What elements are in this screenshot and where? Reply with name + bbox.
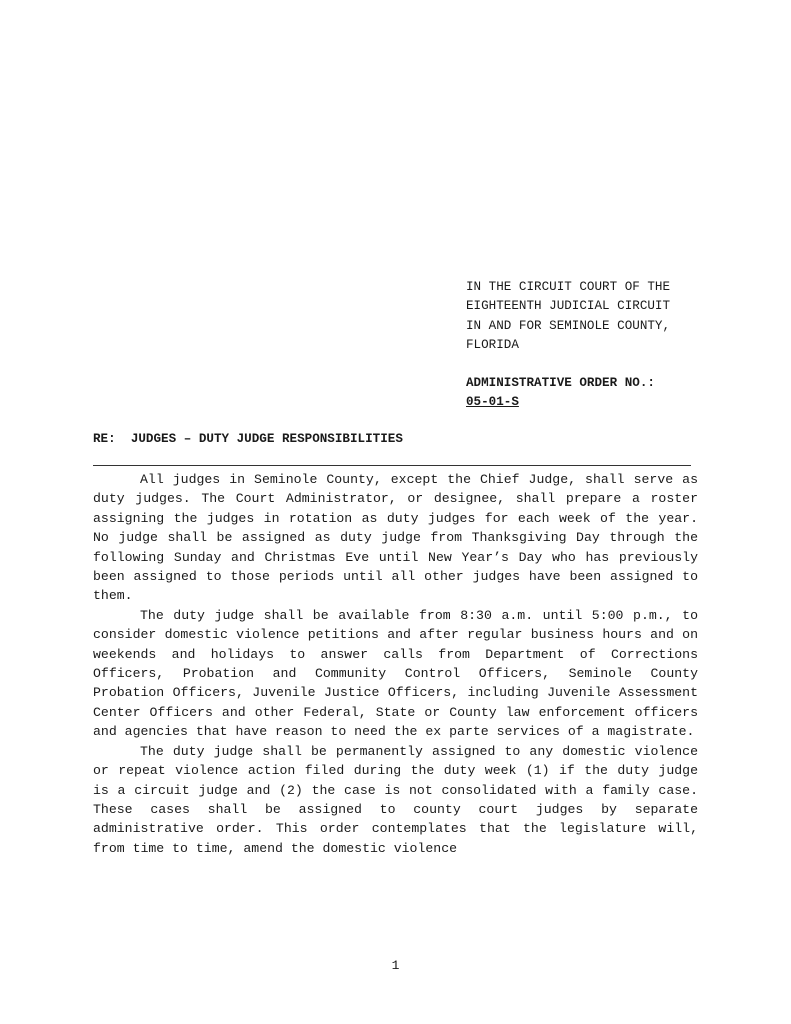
caption-line-1: IN THE CIRCUIT COURT OF THE	[466, 280, 671, 294]
page-number: 1	[391, 958, 400, 973]
re-subject: JUDGES – DUTY JUDGE RESPONSIBILITIES	[130, 432, 403, 446]
order-body	[93, 470, 698, 858]
order-number: 05-01-S	[466, 395, 519, 410]
caption-line-4: FLORIDA	[466, 338, 519, 353]
paragraph-2: The duty judge shall be available from 8:30 a.m. until 5:00 p.m., to consider domestic violence petitions and after regular business hours and on weekends and holidays to answer calls from Department of Corrections Officers, Probation and Community Control Officers, Seminole County Probation Officers, Juvenile Justice Officers, including Juvenile Assessment Center Officers and other Federal, State or County law enforcement officers and agencies that have reason to need the ex parte services of a magistrate.	[93, 607, 698, 740]
caption-line-3: IN AND FOR SEMINOLE COUNTY,	[466, 318, 671, 333]
divider-rule	[93, 465, 691, 466]
order-label: ADMINISTRATIVE ORDER NO.:	[466, 376, 655, 390]
court-caption	[466, 278, 670, 356]
re-prefix: RE:	[93, 432, 116, 446]
caption-line-2: EIGHTEENTH JUDICIAL CIRCUIT	[466, 299, 671, 314]
paragraph-3: The duty judge shall be permanently assigned to any domestic violence or repeat violence action filed during the duty week (1) if the duty judge is a circuit judge and (2) the case is not consolidated with a family case. These cases shall be assigned to county court judges by separate administrative order. This order contemplates that the legislature will, from time to time, amend the domestic violence	[93, 743, 698, 856]
administrative-order-block	[466, 374, 655, 413]
paragraph-1: All judges in Seminole County, except the Chief Judge, shall serve as duty judges. The Court Administrator, or designee, shall prepare a roster assigning the judges in rotation as duty judges for each week of the year. No judge shall be assigned as duty judge from Thanksgiving Day through the following Sunday and Christmas Eve until New Year’s Day who has previously been assigned to those periods until all other judges have been assigned to them.	[93, 472, 698, 604]
re-line	[93, 432, 403, 446]
